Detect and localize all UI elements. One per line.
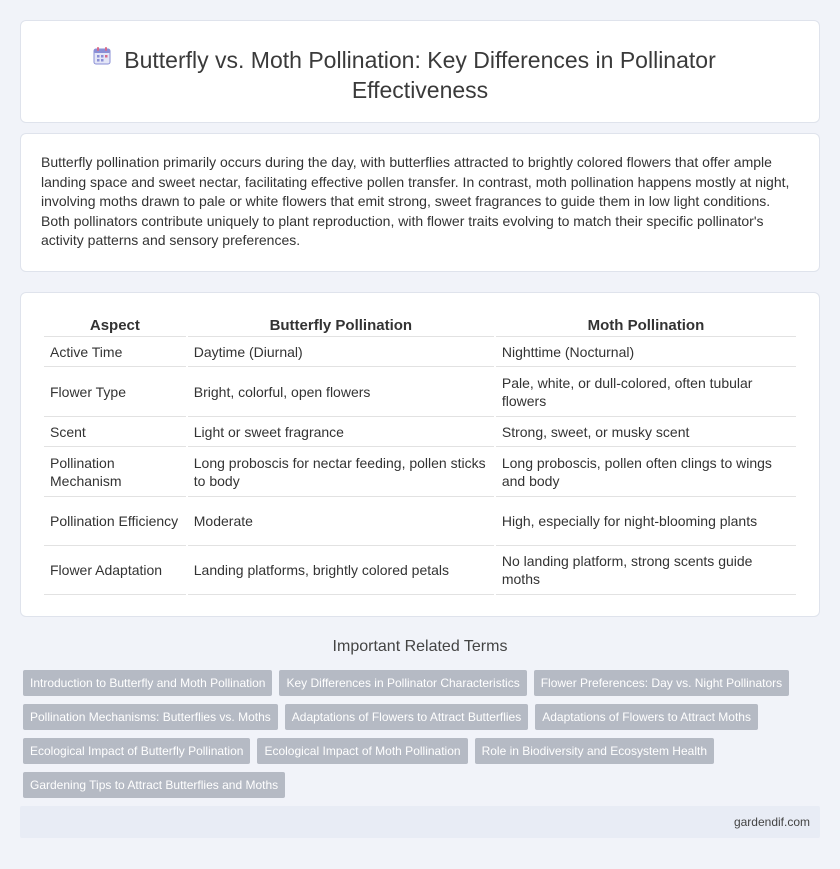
table-cell: Long proboscis for nectar feeding, pollen sticks to body [188, 447, 494, 497]
related-term-tag[interactable]: Ecological Impact of Moth Pollination [257, 738, 467, 764]
comparison-table [42, 315, 798, 595]
comparison-table-card [20, 292, 820, 617]
table-cell: Pollination Efficiency [44, 497, 186, 546]
table-cell: Nighttime (Nocturnal) [496, 337, 796, 367]
column-header: Butterfly Pollination [188, 315, 494, 337]
intro-card [20, 133, 820, 272]
related-term-tag[interactable]: Gardening Tips to Attract Butterflies and Moths [23, 772, 285, 798]
column-header: Moth Pollination [496, 315, 796, 337]
intro-paragraph: Butterfly pollination primarily occurs during the day, with butterflies attracted to brightly colored flowers that offer ample landing space and sweet nectar, facilitating effective pollen transfer. In contrast, moth pollination happens mostly at night, involving moths drawn to pale or white flowers that emit strong, sweet fragrances to guide them in low light conditions. Both pollinators contribute uniquely to plant reproduction, with flower traits evolving to match their specific pollinator's activity patterns and sensory preferences. [41, 154, 790, 248]
footer [20, 806, 820, 838]
table-cell: Flower Type [44, 367, 186, 417]
table-cell: Light or sweet fragrance [188, 417, 494, 447]
table-row [44, 546, 796, 595]
related-term-tag[interactable]: Pollination Mechanisms: Butterflies vs. Moths [23, 704, 278, 730]
table-cell: Pale, white, or dull-colored, often tubular flowers [496, 367, 796, 417]
table-cell: Landing platforms, brightly colored petals [188, 546, 494, 595]
column-header: Aspect [44, 315, 186, 337]
table-cell: Bright, colorful, open flowers [188, 367, 494, 417]
related-term-tag[interactable]: Flower Preferences: Day vs. Night Pollinators [534, 670, 789, 696]
related-term-tag[interactable]: Ecological Impact of Butterfly Pollination [23, 738, 250, 764]
related-terms-list [23, 670, 813, 806]
page-title: Butterfly vs. Moth Pollination: Key Differences in Pollinator Effectiveness [124, 47, 716, 103]
table-row [44, 337, 796, 367]
table-cell: High, especially for night-blooming plants [496, 497, 796, 546]
table-cell: Long proboscis, pollen often clings to wings and body [496, 447, 796, 497]
related-term-tag[interactable]: Key Differences in Pollinator Characteristics [279, 670, 526, 696]
table-row [44, 447, 796, 497]
related-terms-heading: Important Related Terms [332, 638, 508, 655]
table-row [44, 367, 796, 417]
table-header-row [44, 315, 796, 337]
table-cell: Daytime (Diurnal) [188, 337, 494, 367]
footer-site-link[interactable]: gardendif.com [733, 815, 810, 829]
header-card [20, 20, 820, 123]
table-row [44, 417, 796, 447]
related-term-tag[interactable]: Adaptations of Flowers to Attract Moths [535, 704, 758, 730]
table-cell: Flower Adaptation [44, 546, 186, 595]
table-cell: No landing platform, strong scents guide moths [496, 546, 796, 595]
table-cell: Pollination Mechanism [44, 447, 186, 497]
related-term-tag[interactable]: Adaptations of Flowers to Attract Butterflies [285, 704, 528, 730]
table-cell: Moderate [188, 497, 494, 546]
table-cell: Scent [44, 417, 186, 447]
related-term-tag[interactable]: Introduction to Butterfly and Moth Pollination [23, 670, 272, 696]
related-term-tag[interactable]: Role in Biodiversity and Ecosystem Health [475, 738, 714, 764]
table-cell: Active Time [44, 337, 186, 367]
table-cell: Strong, sweet, or musky scent [496, 417, 796, 447]
table-row [44, 497, 796, 546]
